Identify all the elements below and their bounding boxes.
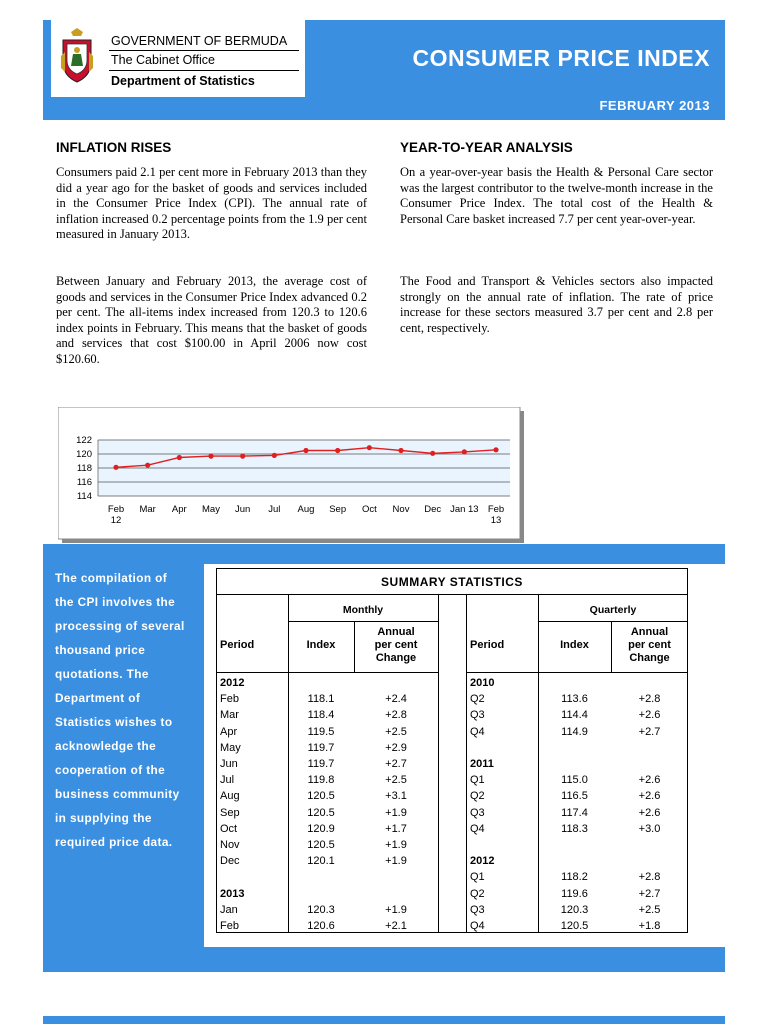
footer-bar [43,1016,725,1024]
index-cell: 113.6 [561,693,588,706]
data-point [208,454,213,459]
change-cell: +2.9 [385,741,407,754]
divider [109,50,299,51]
acknowledgement-line: The compilation of [55,571,168,585]
acknowledgement-text [55,566,205,854]
inflation-paragraph-2: Between January and February 2013, the average cost of goods and services in the Consumer Price Index advanced 0.2 per cent. The all-items index increased from 120.3 to 120.6 index points in February. This means that the basket of goods and services that cost $100.00 in April 2006 now cost $120.60. [56,274,367,366]
index-cell: 119.6 [561,887,588,900]
quarterly-label: Quarterly [589,604,637,616]
acknowledgement-line: Department of [55,691,141,705]
y-tick-label: 120 [76,449,92,460]
page-title: CONSUMER PRICE INDEX [412,45,710,71]
quarterly-change-header-1: Annual [630,626,669,638]
year-label: 2012 [470,855,495,868]
period-cell: Feb [220,920,239,932]
data-point [303,448,308,453]
analysis-paragraph-2: The Food and Transport & Vehicles sectors also impacted strongly on the annual rate of inflation. The rate of price increase for these sectors measured 3.7 per cent and 2.8 per cent, respectively. [400,274,713,335]
quarterly-change-header-3: Change [629,652,670,664]
year-label: 2011 [470,758,494,770]
quarterly-index-header: Index [560,639,589,651]
acknowledgement-line: thousand price [55,643,146,657]
department-name: Department of Statistics [111,74,255,88]
government-logo-block [51,20,305,97]
period-cell: Jun [220,758,238,770]
period-cell: Aug [220,790,240,803]
change-cell: +2.8 [385,709,407,722]
monthly-period-header: Period [220,639,255,651]
period-cell: Feb [220,693,239,706]
data-point [272,453,277,458]
period-cell: May [220,741,241,754]
change-cell: +2.5 [385,774,407,787]
analysis-paragraph-1: On a year-over-year basis the Health & Personal Care sector was the largest contributor to the twelve-month increase in the Consumer Price Index. The total cost of the Health & Personal Care basket increased 7.7 per cent year-over-year. [400,165,713,226]
index-cell: 119.8 [307,774,335,787]
index-cell: 116.5 [561,790,588,803]
acknowledgement-line: the CPI involves the [55,595,176,609]
change-cell: +2.7 [638,887,661,900]
y-tick-label: 114 [76,491,92,502]
period-cell: Q2 [470,887,485,900]
acknowledgement-line: business community [55,787,180,801]
inflation-rises-heading: INFLATION RISES [56,140,172,155]
monthly-change-header-3: Change [375,652,417,664]
x-tick-label: Aug [297,504,315,515]
government-name: GOVERNMENT OF BERMUDA [111,34,288,48]
x-tick-label: Jun [235,504,251,515]
period-cell: Sep [220,806,240,819]
data-point [493,447,498,452]
cabinet-office-label: The Cabinet Office [111,53,215,67]
index-cell: 118.4 [307,709,335,722]
x-tick-label: Dec [424,504,442,515]
chart-title: ALL ITEMS INDEX [262,414,334,424]
x-tick-label: May [202,504,220,515]
change-cell: +2.6 [638,709,661,722]
index-cell: 117.4 [561,806,588,819]
x-tick-label: Feb [107,504,125,515]
period-cell: Apr [220,725,238,738]
change-cell: +2.6 [638,806,661,819]
change-cell: +3.1 [385,790,407,803]
period-cell: Q2 [470,790,485,803]
period-cell: Oct [220,822,238,835]
index-cell: 120.9 [307,822,335,835]
monthly-index-header: Index [306,639,336,651]
index-cell: 118.2 [561,871,588,884]
period-cell: Q3 [470,903,485,916]
data-point [430,451,435,456]
data-point [462,449,467,454]
period-cell: Nov [220,839,240,851]
summary-title: SUMMARY STATISTICS [381,575,523,589]
period-cell: Q1 [470,774,485,787]
period-cell: Q2 [470,693,485,706]
data-point [240,454,245,459]
period-cell: Q4 [470,725,485,738]
data-point [335,448,340,453]
change-cell: +1.7 [385,822,407,835]
acknowledgement-line: processing of several [55,619,185,633]
divider [109,70,299,71]
y-tick-label: 118 [76,463,92,474]
change-cell: +2.5 [638,903,661,916]
index-cell: 118.3 [561,822,588,835]
index-cell: 120.1 [307,855,335,868]
x-tick-label: Nov [392,504,410,515]
year-label: 2010 [470,677,495,689]
year-to-year-heading: YEAR-TO-YEAR ANALYSIS [400,140,573,155]
monthly-label: Monthly [342,604,384,616]
change-cell: +1.9 [385,903,407,916]
data-point [113,465,118,470]
inflation-rate-box [576,407,725,543]
inflation-paragraph-1: Consumers paid 2.1 per cent more in February 2013 than they did a year ago for the basket of goods and services included in the Consumer Price Index (CPI). The annual rate of inflation increased 0.2 percentage points from the 1.9 per cent measured in January 2013. [56,165,367,242]
index-cell: 119.7 [307,741,335,754]
index-cell: 120.6 [307,920,335,932]
change-cell: +2.5 [385,725,407,738]
y-tick-label: 122 [76,435,92,446]
change-cell: +1.9 [385,855,407,868]
chart-subtitle: (April 2006= 100) [265,425,331,435]
x-tick-label: Jul [268,504,281,515]
data-point [177,455,182,460]
x-tick-label: Apr [171,504,187,515]
period-cell: Q4 [470,822,485,835]
index-cell: 119.5 [307,725,335,738]
change-cell: +1.9 [385,839,407,851]
acknowledgement-line: cooperation of the [55,763,166,777]
quarterly-period-header: Period [470,639,505,651]
rate-label: Rate [621,472,680,502]
index-cell: 114.9 [561,725,588,738]
index-cell: 120.5 [307,790,335,803]
period-cell: Q3 [470,806,485,819]
period-cell: Mar [220,709,239,722]
period-cell: Jan [220,903,238,916]
period-cell: Q3 [470,709,485,722]
index-cell: 120.3 [560,903,589,916]
change-cell: +2.8 [638,871,661,884]
data-point [367,445,372,450]
x-tick-label: Oct [361,504,377,515]
change-cell: +2.1 [385,920,407,932]
inflation-label: Inflation [603,436,698,466]
acknowledgement-line: in supplying the [55,811,152,825]
data-point [145,463,150,468]
period-cell: Dec [220,855,240,868]
data-point [398,448,403,453]
period-cell: Q1 [470,871,485,884]
index-cell: 119.7 [307,758,335,770]
x-tick-label: 12 [110,515,122,526]
acknowledgement-line: acknowledge the [55,739,157,753]
change-cell: +1.8 [638,920,661,932]
period-cell: Jul [220,774,235,787]
index-cell: 120.3 [307,903,335,916]
x-tick-label: Feb [487,504,505,515]
change-cell: +2.4 [385,693,407,706]
acknowledgement-line: required price data. [55,835,173,849]
index-cell: 115.0 [561,774,588,787]
bermuda-crest-icon [57,26,97,88]
change-cell: +2.7 [385,758,407,770]
index-cell: 120.5 [560,920,589,932]
period-cell: Q4 [470,920,485,932]
quarterly-change-header-2: per cent [628,639,671,651]
x-tick-label: 13 [490,515,502,526]
monthly-change-header-1: Annual [377,626,415,638]
x-tick-label: Sep [329,504,347,515]
change-cell: +2.7 [638,725,661,738]
year-label: 2012 [220,677,245,689]
change-cell: +2.8 [638,693,661,706]
change-cell: +2.6 [638,790,661,803]
change-cell: +2.6 [638,774,661,787]
publication-date: FEBRUARY 2013 [599,98,710,113]
index-cell: 118.1 [307,693,335,706]
index-cell: 114.4 [561,709,588,722]
index-cell: 120.5 [307,839,335,851]
change-cell: +1.9 [385,806,407,819]
summary-panel [204,564,725,947]
monthly-change-header-2: per cent [374,639,418,651]
x-tick-label: Mar [139,504,156,515]
change-cell: +3.0 [638,822,661,835]
year-label: 2013 [220,887,245,900]
acknowledgement-line: Statistics wishes to [55,715,173,729]
index-cell: 120.5 [307,806,335,819]
inflation-rate-value: 2.1% [619,508,682,538]
x-tick-label: Jan 13 [450,504,479,515]
all-items-index-chart [58,407,524,543]
y-tick-label: 116 [76,477,92,488]
acknowledgement-line: quotations. The [55,667,149,681]
summary-statistics-table [216,568,688,933]
